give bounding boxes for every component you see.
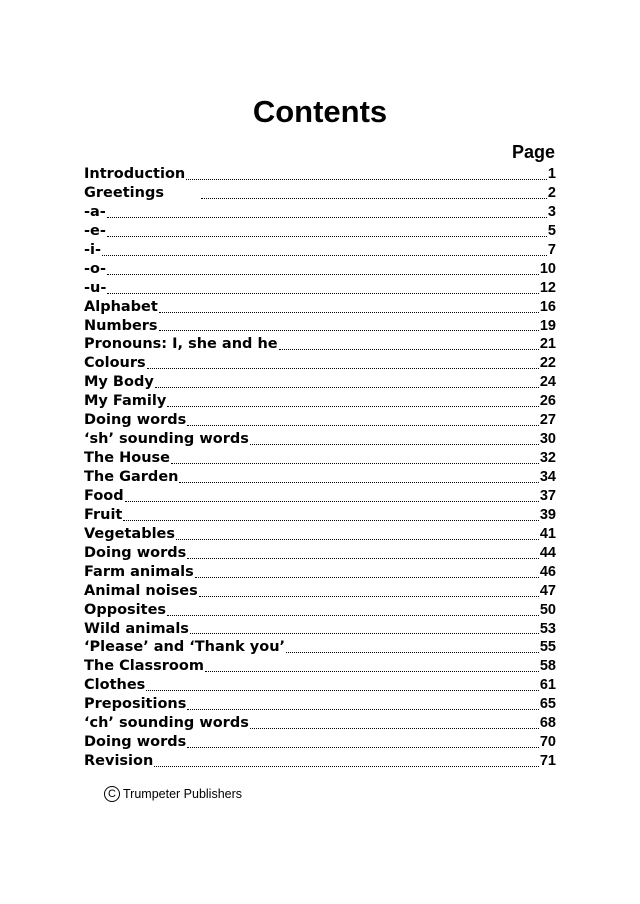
- toc-entry[interactable]: [84, 279, 556, 298]
- toc-entry-page: 55: [539, 639, 556, 656]
- toc-entry-label: Fruit: [84, 506, 123, 523]
- dot-leader: [167, 615, 539, 616]
- toc-entry[interactable]: [84, 241, 556, 260]
- toc-entry-label: -u-: [84, 279, 107, 296]
- toc-entry[interactable]: [84, 373, 556, 392]
- toc-entry[interactable]: [84, 317, 556, 336]
- toc-entry-page: 5: [547, 222, 556, 239]
- dot-leader: [147, 368, 539, 369]
- toc-entry-label: The House: [84, 450, 170, 467]
- toc-entry-label: Opposites: [84, 601, 167, 618]
- toc-entry-page: 65: [539, 696, 556, 713]
- toc-entry-page: 32: [539, 450, 556, 467]
- toc-entry-label: Animal noises: [84, 582, 198, 599]
- toc-entry-page: 30: [539, 431, 556, 448]
- toc-entry-label: ‘ch’ sounding words: [84, 715, 249, 732]
- dot-leader: [187, 558, 539, 559]
- toc-entry-label: -o-: [84, 260, 106, 277]
- toc-entry-label: Clothes: [84, 677, 146, 694]
- toc-entry-page: 10: [539, 260, 556, 277]
- copyright-footer: [104, 786, 242, 802]
- toc-entry-page: 1: [547, 166, 556, 182]
- dot-leader: [187, 425, 539, 426]
- dot-leader: [159, 330, 539, 331]
- dot-leader: [154, 766, 539, 767]
- toc-entry-label: My Family: [84, 393, 167, 410]
- toc-entry[interactable]: [84, 525, 556, 544]
- toc-entry[interactable]: [84, 733, 556, 752]
- toc-entry-label: Colours: [84, 355, 146, 372]
- dot-leader: [155, 387, 539, 388]
- toc-entry-page: 12: [539, 279, 556, 296]
- toc-entry-page: 50: [539, 601, 556, 618]
- dot-leader: [201, 198, 547, 199]
- page-column-heading: Page: [511, 142, 555, 162]
- toc-entry[interactable]: [84, 544, 556, 563]
- copyright-icon: C: [104, 786, 120, 802]
- toc-entry-label: Numbers: [84, 317, 158, 334]
- publisher-name: Trumpeter Publishers: [123, 787, 243, 801]
- toc-entry-page: 7: [547, 241, 556, 258]
- toc-entry-label: Vegetables: [84, 525, 176, 542]
- dot-leader: [186, 179, 547, 180]
- toc-entry-page: 26: [539, 393, 556, 410]
- dot-leader: [159, 312, 539, 313]
- toc-entry[interactable]: [84, 601, 556, 620]
- dot-leader: [102, 255, 547, 256]
- toc-entry-label: Revision: [84, 753, 154, 770]
- toc-entry-page: 47: [539, 582, 556, 599]
- toc-entry[interactable]: [84, 487, 556, 506]
- toc-entry-label: -e-: [84, 222, 106, 239]
- toc-entry[interactable]: [84, 298, 556, 317]
- toc-entry[interactable]: [84, 354, 556, 373]
- toc-entry[interactable]: [84, 335, 556, 354]
- dot-leader: [123, 520, 539, 521]
- toc-entry-label: Pronouns: I, she and he: [84, 336, 278, 353]
- toc-entry-page: 71: [539, 753, 556, 770]
- dot-leader: [125, 501, 539, 502]
- toc-entry-label: -a-: [84, 203, 106, 220]
- toc-entry[interactable]: [84, 260, 556, 279]
- toc-entry[interactable]: [84, 695, 556, 714]
- toc-entry[interactable]: [84, 411, 556, 430]
- toc-entry-label: Farm animals: [84, 563, 194, 580]
- toc-entry[interactable]: [84, 620, 556, 639]
- toc-entry-label: My Body: [84, 374, 154, 391]
- toc-entry-page: 2: [547, 184, 556, 201]
- toc-entry-label: Alphabet: [84, 298, 158, 315]
- dot-leader: [190, 633, 539, 634]
- toc-entry-page: 16: [539, 298, 556, 315]
- dot-leader: [250, 444, 539, 445]
- toc-entry-label: Doing words: [84, 544, 187, 561]
- toc-entry-page: 58: [539, 658, 556, 675]
- toc-entry[interactable]: [84, 714, 556, 733]
- dot-leader: [107, 274, 539, 275]
- toc-entry-label: Prepositions: [84, 696, 187, 713]
- toc-entry-page: 39: [539, 506, 556, 523]
- toc-entry-page: 70: [539, 734, 556, 751]
- toc-entry-page: 21: [539, 336, 556, 353]
- toc-entry-page: 37: [539, 487, 556, 504]
- toc-entry[interactable]: [84, 657, 556, 676]
- toc-entry[interactable]: [84, 165, 556, 184]
- toc-entry[interactable]: [84, 506, 556, 525]
- dot-leader: [199, 596, 539, 597]
- dot-leader: [176, 539, 539, 540]
- toc-entry[interactable]: [84, 449, 556, 468]
- toc-entry[interactable]: [84, 752, 556, 771]
- dot-leader: [279, 349, 539, 350]
- toc-entry[interactable]: [84, 638, 556, 657]
- toc-entry-label: -i-: [84, 241, 102, 258]
- toc-entry-page: 68: [539, 715, 556, 732]
- toc-entry-page: 41: [539, 525, 556, 542]
- toc-entry-page: 34: [539, 469, 556, 485]
- toc-entry-label: Doing words: [84, 734, 187, 751]
- toc-entry-page: 19: [539, 317, 556, 334]
- toc-entry[interactable]: [84, 582, 556, 601]
- dot-leader: [179, 482, 538, 483]
- toc-entry[interactable]: [84, 676, 556, 695]
- toc-entry[interactable]: [84, 563, 556, 582]
- toc-entry[interactable]: [84, 203, 556, 222]
- toc-entry-page: 46: [539, 563, 556, 580]
- dot-leader: [171, 463, 539, 464]
- dot-leader: [107, 236, 547, 237]
- table-of-contents: [84, 165, 556, 771]
- toc-entry-page: 27: [539, 412, 556, 429]
- toc-entry-label: Introduction: [84, 166, 186, 182]
- toc-entry-page: 24: [539, 374, 556, 391]
- dot-leader: [205, 671, 539, 672]
- toc-entry[interactable]: [84, 468, 556, 487]
- toc-entry[interactable]: [84, 430, 556, 449]
- toc-entry-page: 3: [547, 203, 556, 220]
- toc-entry-page: 44: [539, 544, 556, 561]
- toc-entry-label: The Classroom: [84, 658, 204, 675]
- dot-leader: [107, 293, 539, 294]
- toc-entry-label: Food: [84, 487, 124, 504]
- dot-leader: [286, 652, 539, 653]
- toc-entry[interactable]: [84, 184, 556, 203]
- toc-entry-label: ‘sh’ sounding words: [84, 431, 249, 448]
- dot-leader: [146, 690, 539, 691]
- toc-entry-label: The Garden: [84, 469, 179, 485]
- dot-leader: [107, 217, 547, 218]
- toc-entry-page: 53: [539, 620, 556, 637]
- toc-entry-label: ‘Please’ and ‘Thank you’: [84, 639, 286, 656]
- page-title: Contents: [252, 94, 388, 129]
- dot-leader: [187, 709, 538, 710]
- dot-leader: [167, 406, 539, 407]
- toc-entry-page: 22: [539, 355, 556, 372]
- dot-leader: [187, 747, 539, 748]
- toc-entry-page: 61: [539, 677, 556, 694]
- toc-entry-label: Greetings: [84, 184, 164, 201]
- dot-leader: [195, 577, 539, 578]
- toc-entry[interactable]: [84, 222, 556, 241]
- dot-leader: [250, 728, 539, 729]
- toc-entry-label: Wild animals: [84, 620, 189, 637]
- toc-entry-label: Doing words: [84, 412, 187, 429]
- toc-entry[interactable]: [84, 392, 556, 411]
